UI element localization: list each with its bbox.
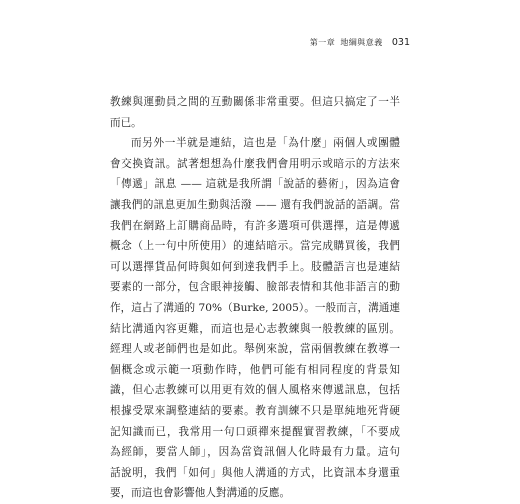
page-number: 031 — [391, 37, 410, 48]
text-line: 作，這占了溝通的 70%（Burke, 2005）。一般而言，溝通連 — [110, 301, 400, 314]
running-header — [310, 37, 410, 48]
text-line: 個概念或示範一項動作時，他們可能有相同程度的背景知 — [110, 363, 400, 376]
paragraph-first-line: 而另外一半就是連結，這也是「為什麼」兩個人或團體 — [131, 137, 400, 150]
text-line: 要素的一部分，包含眼神接觸、臉部表情和其他非語言的動 — [110, 281, 400, 294]
text-line: 根據受眾來調整連結的要素。教育訓練不只是單純地死背硬 — [110, 404, 400, 417]
text-line: 會交換資訊。試著想想為什麼我們會用明示或暗示的方法來 — [110, 157, 400, 170]
text-line: 可以選擇貨品何時與如何到達我們手上。肢體語言也是連結 — [110, 260, 400, 273]
text-line: 結比溝通內容更難，而這也是心志教練與一般教練的區別。 — [110, 322, 400, 335]
text-line: 而已。 — [110, 116, 142, 129]
text-line: 要，而這也會影響他人對溝通的反應。 — [110, 487, 291, 500]
text-line: 「傳遞」訊息 —— 這就是我所謂「說話的藝術」，因為這會 — [110, 178, 400, 191]
chapter-title: 地綱與意義 — [340, 38, 383, 47]
body-text — [110, 92, 400, 504]
text-line: 識，但心志教練可以用更有效的個人風格來傳遞訊息，包括 — [110, 384, 400, 397]
text-line: 話說明，我們「如何」與他人溝通的方式，比資訊本身還重 — [110, 466, 400, 479]
text-line: 記知識而已，我常用一句口頭禪來提醒實習教練，「不要成 — [110, 425, 400, 438]
text-line: 經理人或老師們也是如此。舉例來說，當兩個教練在教導一 — [110, 343, 400, 356]
chapter-label: 第一章 — [309, 38, 336, 47]
text-line: 我們在網路上訂購商品時，有許多選項可供選擇，這是傳遞 — [110, 219, 400, 232]
text-line: 概念（上一句中所使用）的連結暗示。當完成購買後，我們 — [110, 240, 400, 253]
text-line: 為經師，要當人師」，因為當資訊個人化時最有力量。這句 — [110, 446, 400, 459]
text-line: 讓我們的訊息更加生動與活潑 —— 還有我們說話的語調。當 — [110, 198, 400, 211]
text-line: 教練與運動員之間的互動關係非常重要。但這只搞定了一半 — [110, 96, 400, 108]
